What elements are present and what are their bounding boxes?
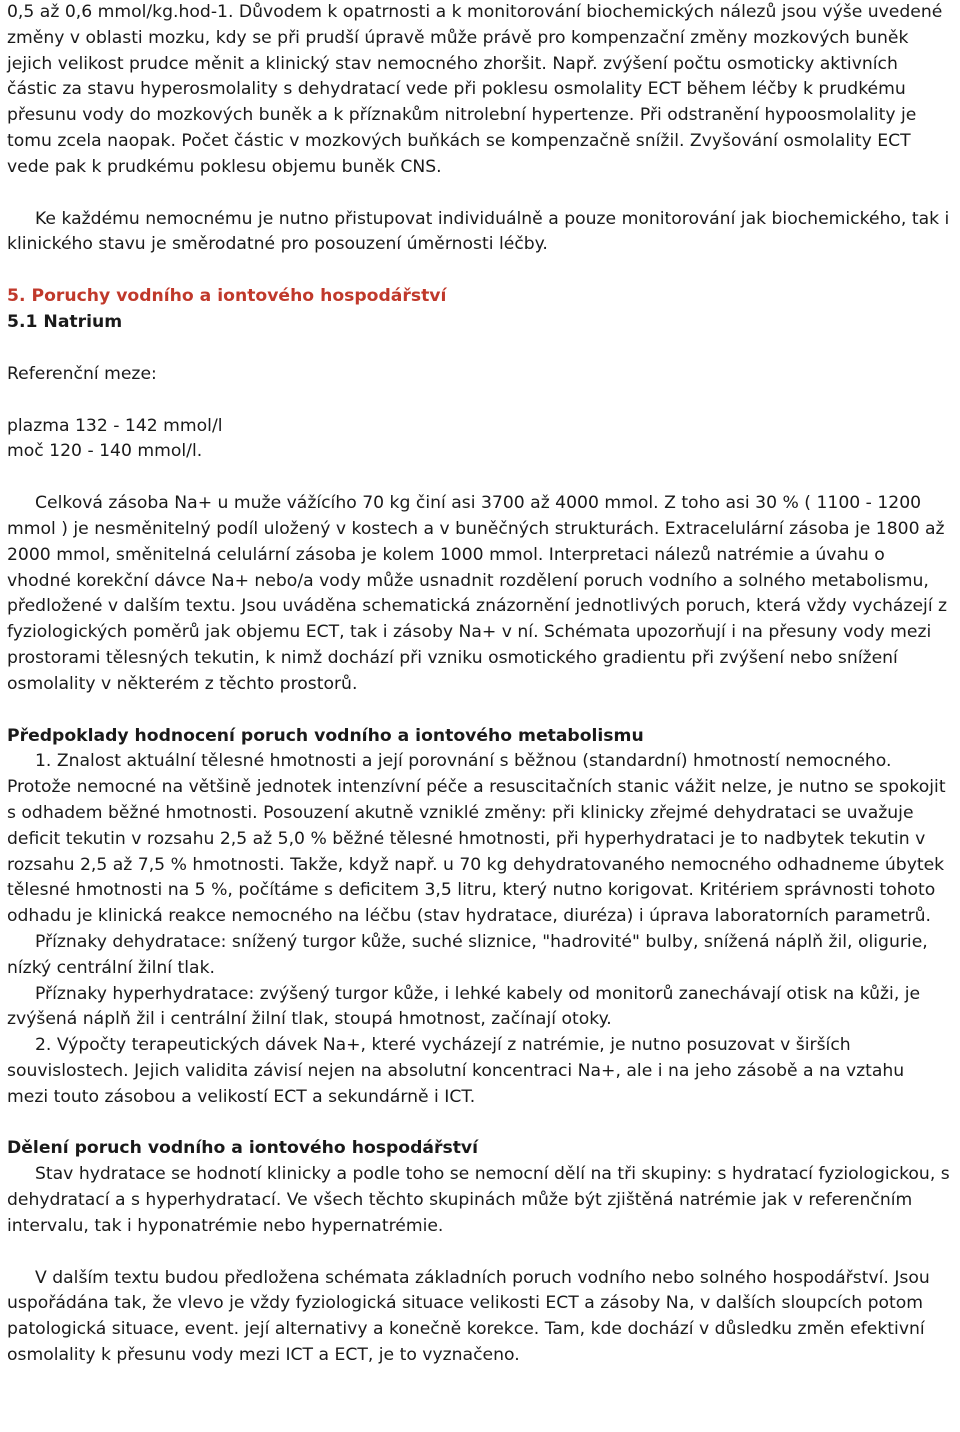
hyperhydration-symptoms: Příznaky hyperhydratace: zvýšený turgor kůže, i lehké kabely od monitorů zanechávají otisk na kůži, je zvýšená náplň žil i centrální žilní tlak, stoupá hmotnost, začínají otoky. (7, 983, 921, 1030)
section-5-heading: 5. Poruchy vodního a iontového hospodářství (7, 286, 447, 307)
sodium-body-paragraph: Celková zásoba Na+ u muže vážícího 70 kg činí asi 3700 až 4000 mmol. Z toho asi 30 % ( 1100 - 1200 mmol ) je nesměnitelný podíl uložený v kostech a v buněčných strukturách. Extracelulární zásoba je 1800 až 2000 mmol, směnitelná celulární zásoba je kolem 1000 mmol. Interpretaci nálezů natrémie a úvahu o vhodné korekční dávce Na+ nebo/a vody může usnadnit rozdělení poruch vodního a solného metabolismu, předložené v dalším textu. Jsou uváděna schematická znázornění jednotlivých poruch, která vždy vycházejí z fyziologických poměrů jak objemu ECT, tak i zásoby Na+ v ní. Schémata upozorňují i na přesuny vody mezi prostorami tělesných tekutin, k nimž dochází při vzniku osmotického gradientu při zvýšení nebo snížení osmolality v některém z těchto prostorů. (7, 493, 948, 694)
reference-plasma: plazma 132 - 142 mmol/l (7, 415, 223, 436)
division-heading: Dělení poruch vodního a iontového hospodářství (7, 1138, 479, 1159)
intro-paragraph: 0,5 až 0,6 mmol/kg.hod-1. Důvodem k opatrnosti a k monitorování biochemických nálezů jsou výše uvedené změny v oblasti mozku, kdy se při prudší úpravě může právě pro kompenzační změny mozkových buněk jejich velikost prudce měnit a klinický stav nemocného zhoršit. Např. zvýšení počtu osmoticky aktivních částic za stavu hyperosmolality s dehydratací vede při poklesu osmolality ECT během léčby k prudkému přesunu vody do mozkových buněk a k příznakům nitrolební hypertenze. Při odstranění hypoosmolality je tomu zcela naopak. Počet částic v mozkových buňkách se kompenzačně snížil. Zvyšování osmolality ECT vede pak k prudkému poklesu objemu buněk CNS. (7, 2, 943, 177)
reference-label: Referenční meze: (7, 363, 157, 384)
closing-paragraph: V dalším textu budou předložena schémata základních poruch vodního nebo solného hospodářství. Jsou uspořádána tak, že vlevo je vždy fyziologická situace velikosti ECT a zásoby Na, v dalších sloupcích potom patologická situace, event. její alternativy a konečně korekce. Tam, kde dochází v důsledku změn efektivní osmolality k přesunu vody mezi ICT a ECT, je to vyznačeno. (7, 1267, 930, 1366)
prerequisite-item-1-lead: 1. Znalost aktuální tělesné hmotnosti a její porovnání s běžnou (standardní) hmotností nemocného. (35, 751, 892, 772)
prerequisites-heading: Předpoklady hodnocení poruch vodního a iontového metabolismu (7, 725, 644, 746)
division-body: Stav hydratace se hodnotí klinicky a podle toho se nemocní dělí na tři skupiny: s hydratací fyziologickou, s dehydratací a s hyperhydratací. Ve všech těchto skupinách může být zjištěná natrémie jak v referenčním intervalu, tak i hyponatrémie nebo hypernatrémie. (7, 1164, 950, 1236)
dehydration-symptoms: Příznaky dehydratace: snížený turgor kůže, suché sliznice, "hadrovité" bulby, snížená náplň žil, oligurie, nízký centrální žilní tlak. (7, 931, 928, 978)
section-5-1-heading: 5.1 Natrium (7, 311, 123, 332)
individual-approach-paragraph: Ke každému nemocnému je nutno přistupovat individuálně a pouze monitorování jak biochemického, tak i klinického stavu je směrodatné pro posouzení úměrnosti léčby. (7, 208, 950, 255)
prerequisite-item-1-body: Protože nemocné na většině jednotek intenzívní péče a resuscitačních stanic vážit nelze, je nutno se spokojit s odhadem běžné hmotnosti. Posouzení akutně vzniklé změny: při klinicky zřejmé dehydrataci se uvažuje deficit tekutin v rozsahu 2,5 až 5,0 % běžné tělesné hmotnosti, při hyperhydrataci je to nadbytek tekutin v rozsahu 2,5 až 7,5 % hmotnosti. Takže, když např. u 70 kg dehydratovaného nemocného odhadneme úbytek tělesné hmotnosti na 5 %, počítáme s deficitem 3,5 litru, který nutno korigovat. Kritériem správnosti tohoto odhadu je klinická reakce nemocného na léčbu (stav hydratace, diuréza) i úprava laboratorních parametrů. (7, 777, 946, 927)
prerequisite-item-2: 2. Výpočty terapeutických dávek Na+, které vycházejí z natrémie, je nutno posuzovat v širších souvislostech. Jejich validita závisí nejen na absolutní koncentraci Na+, ale i na jeho zásobě a na vztahu mezi touto zásobou a velikostí ECT a sekundárně i ICT. (7, 1035, 905, 1107)
reference-urine: moč 120 - 140 mmol/l. (7, 441, 203, 462)
